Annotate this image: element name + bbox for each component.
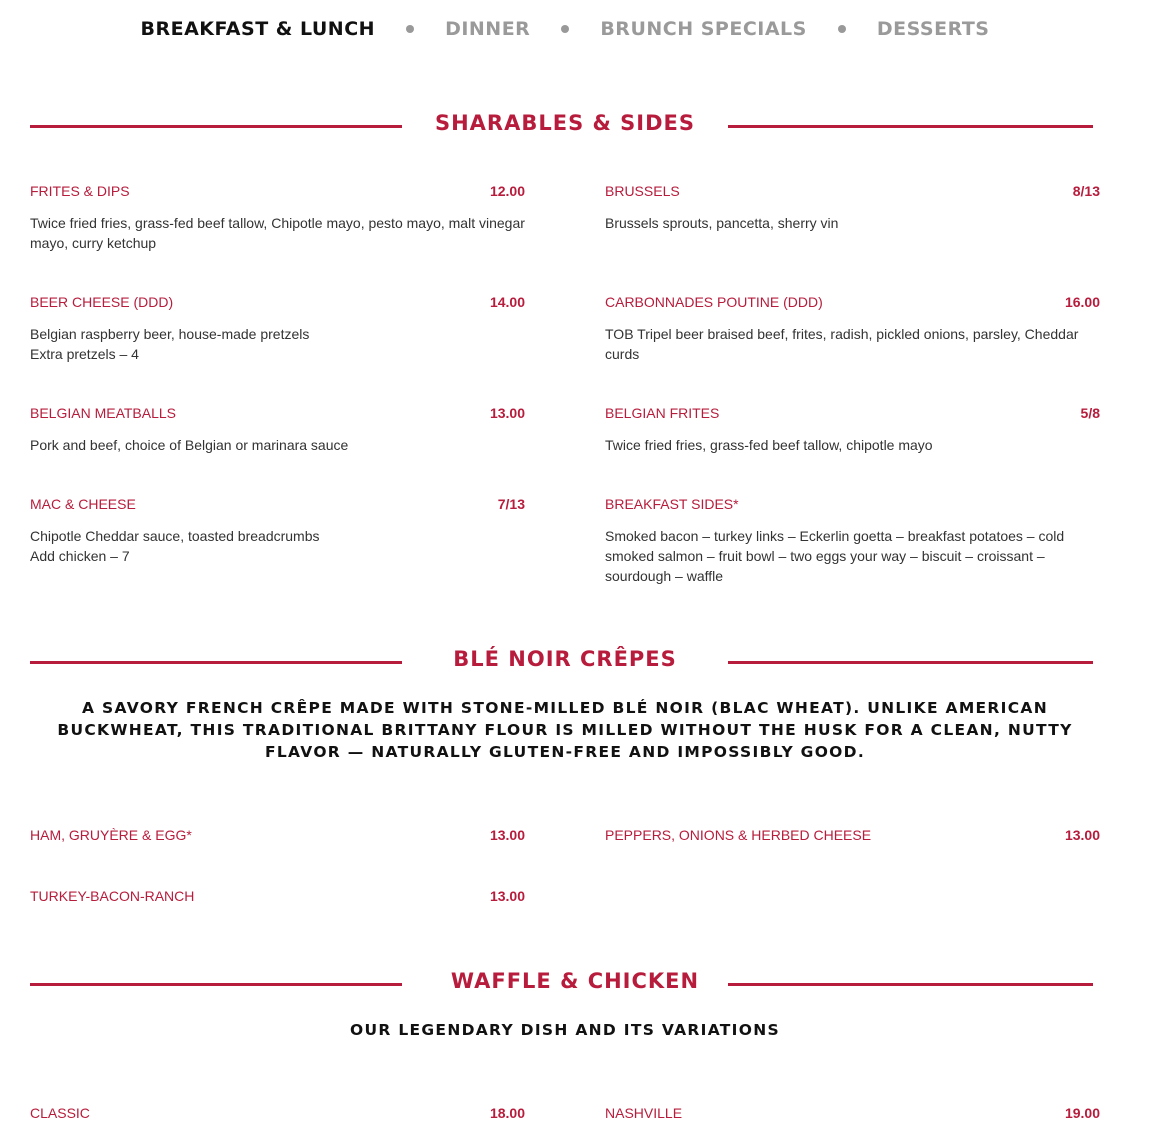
item-name: BEER CHEESE (DDD) — [30, 294, 174, 310]
tab-desserts[interactable]: DESSERTS — [876, 18, 990, 40]
separator-dot — [561, 25, 569, 33]
item-name: BELGIAN FRITES — [605, 405, 720, 421]
section-title: BLÉ NOIR CRÊPES — [453, 647, 677, 671]
tab-dinner[interactable]: DINNER — [445, 18, 531, 40]
tab-breakfast-lunch[interactable]: BREAKFAST & LUNCH — [140, 18, 376, 40]
item-name: CARBONNADES POUTINE (DDD) — [605, 294, 823, 310]
section-heading-waffle — [30, 969, 1093, 999]
divider-line — [30, 125, 402, 128]
item-name: HAM, GRUYÈRE & EGG* — [30, 827, 192, 843]
item-name: BELGIAN MEATBALLS — [30, 405, 177, 421]
item-name: BRUSSELS — [605, 183, 680, 199]
item-price: 16.00 — [1064, 294, 1100, 310]
item-description: TOB Tripel beer braised beef, frites, radish, pickled onions, parsley, Cheddar curds — [605, 326, 1079, 362]
item-description: Brussels sprouts, pancetta, sherry vin — [605, 215, 839, 231]
section-heading-sharables — [30, 111, 1093, 141]
item-price: 12.00 — [489, 183, 525, 199]
item-description: Twice fried fries, grass-fed beef tallow, Chipotle mayo, pesto mayo, malt vinegar mayo, curry ketchup — [30, 215, 525, 251]
item-price: 13.00 — [1064, 827, 1100, 843]
item-price: 13.00 — [489, 888, 525, 904]
item-description: Chipotle Cheddar sauce, toasted breadcrumbs Add chicken – 7 — [30, 528, 320, 564]
item-price: 18.00 — [489, 1105, 525, 1121]
item-price: 7/13 — [497, 496, 525, 512]
section-title: WAFFLE & CHICKEN — [450, 969, 700, 993]
section-intro: A SAVORY FRENCH CRÊPE MADE WITH STONE-MILLED BLÉ NOIR (BLAC WHEAT). UNLIKE AMERICAN BUCKWHEAT, THIS TRADITIONAL BRITTANY FLOUR IS MILLED WITHOUT THE HUSK FOR A CLEAN, NUTTY FLAVOR — NATURALLY GLUTEN-FREE AND IMPOSSIBLY GOOD. — [57, 699, 1073, 761]
separator-dot — [406, 25, 414, 33]
item-price: 5/8 — [1080, 405, 1100, 421]
item-name: CLASSIC — [30, 1105, 90, 1121]
item-name: PEPPERS, ONIONS & HERBED CHEESE — [605, 827, 872, 843]
item-description: Twice fried fries, grass-fed beef tallow, chipotle mayo — [605, 437, 933, 453]
item-name: BREAKFAST SIDES* — [605, 496, 739, 512]
item-price: 8/13 — [1072, 183, 1100, 199]
divider-line — [728, 125, 1093, 128]
menu-tabs — [0, 18, 1130, 40]
item-name: MAC & CHEESE — [30, 496, 136, 512]
tab-brunch-specials[interactable]: BRUNCH SPECIALS — [600, 18, 807, 40]
divider-line — [728, 983, 1093, 986]
divider-line — [728, 661, 1093, 664]
item-name: FRITES & DIPS — [30, 183, 130, 199]
item-name: TURKEY-BACON-RANCH — [30, 888, 195, 904]
divider-line — [30, 661, 402, 664]
section-title: SHARABLES & SIDES — [434, 111, 695, 135]
divider-line — [30, 983, 402, 986]
item-description: Smoked bacon – turkey links – Eckerlin goetta – breakfast potatoes – cold smoked salmon – fruit bowl – two eggs your way – biscuit – croissant – sourdough – waffle — [605, 528, 1065, 584]
item-price: 14.00 — [489, 294, 525, 310]
section-heading-crepes — [30, 647, 1093, 677]
item-description: Belgian raspberry beer, house-made pretzels Extra pretzels – 4 — [30, 326, 310, 362]
item-price: 13.00 — [489, 827, 525, 843]
separator-dot — [838, 25, 846, 33]
item-price: 19.00 — [1064, 1105, 1100, 1121]
item-description: Pork and beef, choice of Belgian or marinara sauce — [30, 437, 349, 453]
section-intro: OUR LEGENDARY DISH AND ITS VARIATIONS — [350, 1021, 780, 1039]
item-name: NASHVILLE — [605, 1105, 683, 1121]
item-price: 13.00 — [489, 405, 525, 421]
